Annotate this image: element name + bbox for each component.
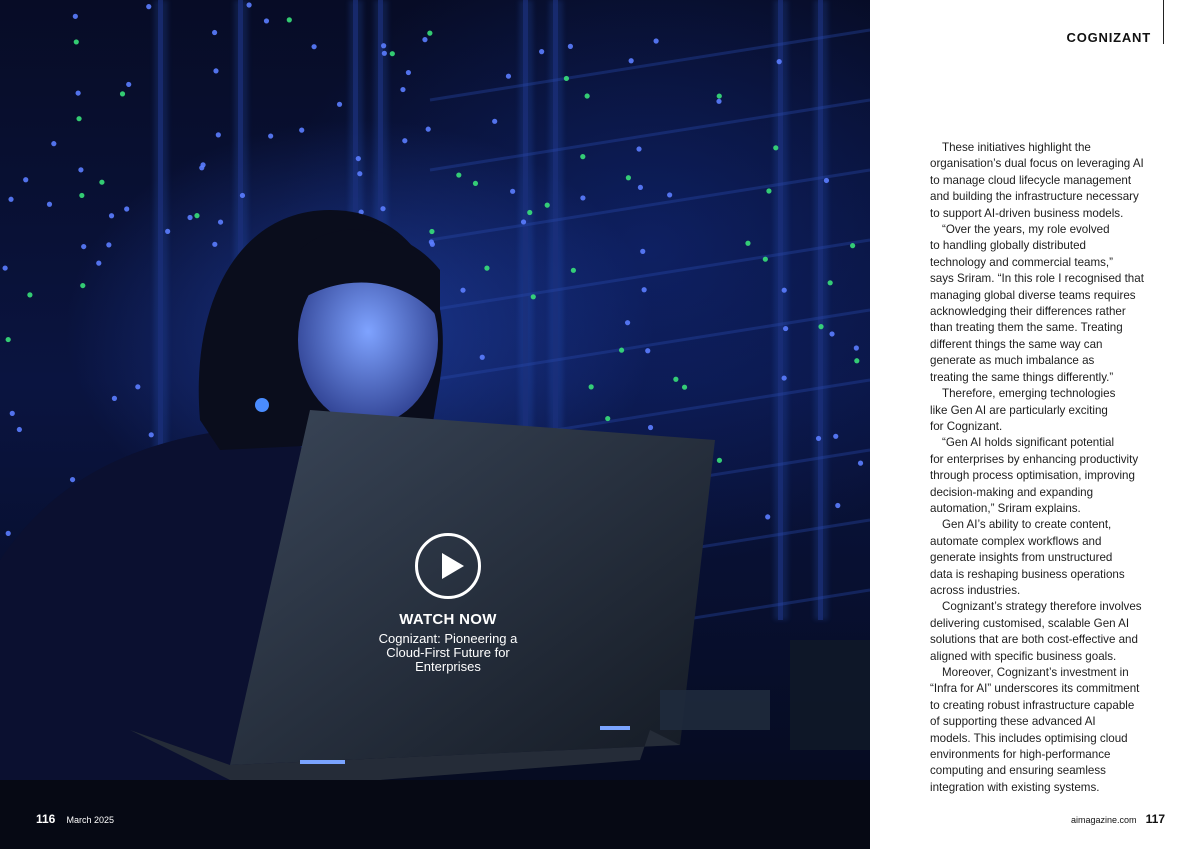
led-green: [854, 358, 859, 363]
led-green: [626, 175, 631, 180]
article-line: to support AI-driven business models.: [930, 206, 1124, 220]
section-brand: COGNIZANT: [1066, 30, 1151, 45]
article-line: for enterprises by enhancing productivity: [930, 452, 1139, 466]
hardware-box: [790, 640, 870, 750]
led-green: [745, 241, 750, 246]
led-blue: [382, 51, 387, 56]
led-green: [120, 91, 125, 96]
led-blue: [199, 165, 204, 170]
page-number-left: 116: [36, 812, 56, 826]
led-blue: [212, 30, 217, 35]
article-line: “Gen AI holds significant potential: [942, 436, 1115, 450]
led-blue: [135, 384, 140, 389]
article-line: like Gen AI are particularly exciting: [930, 403, 1108, 417]
earring: [255, 398, 269, 412]
led-blue: [357, 171, 362, 176]
article-line: technology and commercial teams,”: [930, 255, 1114, 269]
led-blue: [777, 59, 782, 64]
led-blue: [667, 192, 672, 197]
led-blue: [106, 242, 111, 247]
article-line: to handling globally distributed: [930, 239, 1086, 253]
led-blue: [17, 427, 22, 432]
led-green: [27, 292, 32, 297]
led-green: [194, 213, 199, 218]
article-line: aligned with specific business goals.: [930, 649, 1117, 663]
led-blue: [782, 375, 787, 380]
article-line: Therefore, emerging technologies: [942, 387, 1116, 401]
led-blue: [6, 531, 11, 536]
led-blue: [854, 345, 859, 350]
led-blue: [492, 119, 497, 124]
led-blue: [460, 288, 465, 293]
video-overlay[interactable]: [348, 533, 548, 674]
led-blue: [8, 197, 13, 202]
led-blue: [146, 4, 151, 9]
led-blue: [629, 58, 634, 63]
led-blue: [636, 146, 641, 151]
led-green: [545, 203, 550, 208]
led-blue: [654, 38, 659, 43]
led-blue: [70, 477, 75, 482]
article-line: for Cognizant.: [930, 419, 1003, 433]
led-blue: [299, 128, 304, 133]
rack-shelf: [430, 100, 870, 170]
led-green: [390, 51, 395, 56]
article-line: decision-making and expanding: [930, 485, 1094, 499]
article-line: automation,” Sriram explains.: [930, 501, 1081, 515]
led-green: [605, 416, 610, 421]
led-blue: [3, 265, 8, 270]
led-blue: [782, 288, 787, 293]
led-blue: [858, 461, 863, 466]
hardware-box: [660, 690, 770, 730]
article-line: through process optimisation, improving: [930, 469, 1135, 483]
led-blue: [212, 242, 217, 247]
led-blue: [356, 156, 361, 161]
led-blue: [381, 43, 386, 48]
led-blue: [426, 127, 431, 132]
desk: [0, 780, 870, 849]
led-green: [766, 188, 771, 193]
led-blue: [165, 229, 170, 234]
play-icon[interactable]: [415, 533, 481, 599]
led-green: [763, 257, 768, 262]
watch-now-label[interactable]: WATCH NOW: [399, 611, 497, 628]
led-blue: [380, 206, 385, 211]
led-blue: [638, 185, 643, 190]
led-blue: [625, 320, 630, 325]
laptop-light: [300, 760, 345, 764]
article-line: solutions that are both cost-effective and: [930, 633, 1138, 647]
led-green: [76, 116, 81, 121]
article-body: [930, 140, 1170, 796]
article-line: says Sriram. “In this role I recognised that: [930, 272, 1144, 286]
article-line: “Infra for AI” underscores its commitment: [930, 682, 1140, 696]
led-blue: [96, 261, 101, 266]
led-green: [531, 294, 536, 299]
led-blue: [640, 249, 645, 254]
led-blue: [833, 434, 838, 439]
led-green: [850, 243, 855, 248]
led-blue: [76, 90, 81, 95]
led-blue: [23, 177, 28, 182]
led-blue: [73, 14, 78, 19]
article-line: models. This includes optimising cloud: [930, 731, 1128, 745]
page-number-right: 117: [1145, 812, 1165, 826]
led-blue: [648, 425, 653, 430]
rack-post: [778, 0, 783, 620]
article-line: managing global diverse teams requires: [930, 288, 1136, 302]
led-green: [828, 280, 833, 285]
article-line: to manage cloud lifecycle management: [930, 173, 1132, 187]
led-blue: [112, 396, 117, 401]
led-blue: [213, 68, 218, 73]
led-blue: [816, 436, 821, 441]
led-green: [619, 348, 624, 353]
led-green: [74, 39, 79, 44]
led-blue: [268, 133, 273, 138]
led-blue: [783, 326, 788, 331]
led-blue: [51, 141, 56, 146]
issue-date: March 2025: [66, 815, 114, 825]
site-url[interactable]: aimagazine.com: [1071, 815, 1137, 825]
led-green: [682, 385, 687, 390]
led-green: [6, 337, 11, 342]
header-rule: [1163, 0, 1164, 44]
led-blue: [240, 193, 245, 198]
rack-shelf: [430, 310, 870, 380]
led-blue: [402, 138, 407, 143]
led-blue: [824, 178, 829, 183]
article-line: across industries.: [930, 583, 1021, 597]
led-green: [456, 172, 461, 177]
article-line: “Over the years, my role evolved: [942, 223, 1110, 237]
led-green: [717, 458, 722, 463]
led-blue: [506, 74, 511, 79]
led-blue: [645, 348, 650, 353]
article-line: These initiatives highlight the: [942, 141, 1091, 154]
led-blue: [580, 195, 585, 200]
led-blue: [187, 215, 192, 220]
article-line: Gen AI’s ability to create content,: [942, 518, 1112, 532]
article-line: automate complex workflows and: [930, 534, 1102, 548]
rack-shelf: [430, 170, 870, 240]
article-line: acknowledging their differences rather: [930, 305, 1126, 319]
led-blue: [642, 287, 647, 292]
led-blue: [216, 132, 221, 137]
article-line: than treating them the same. Treating: [930, 321, 1123, 335]
led-green: [287, 17, 292, 22]
led-blue: [430, 242, 435, 247]
folio-left: [36, 808, 114, 827]
led-blue: [47, 202, 52, 207]
led-blue: [480, 355, 485, 360]
article-line: generate as much imbalance as: [930, 354, 1095, 368]
led-blue: [10, 411, 15, 416]
led-blue: [765, 514, 770, 519]
led-blue: [716, 99, 721, 104]
led-blue: [124, 206, 129, 211]
article-line: Moreover, Cognizant’s investment in: [942, 666, 1129, 679]
article-line: Cognizant’s strategy therefore involves: [942, 600, 1142, 614]
article-line: computing and ensuring seamless: [930, 764, 1106, 778]
led-green: [99, 180, 104, 185]
folio-right: [1071, 808, 1165, 827]
article-line: to creating robust infrastructure capable: [930, 698, 1135, 712]
led-blue: [218, 219, 223, 224]
article-line: generate insights from unstructured: [930, 551, 1113, 565]
led-blue: [400, 87, 405, 92]
article-line: environments for high-performance: [930, 748, 1111, 762]
led-green: [564, 76, 569, 81]
led-green: [80, 283, 85, 288]
led-blue: [406, 70, 411, 75]
led-blue: [311, 44, 316, 49]
led-blue: [246, 2, 251, 7]
led-blue: [264, 18, 269, 23]
led-green: [589, 384, 594, 389]
rack-shelf: [430, 30, 870, 100]
led-blue: [829, 331, 834, 336]
article-line: integration with existing systems.: [930, 780, 1100, 794]
article-line: and building the infrastructure necessary: [930, 190, 1139, 204]
article-line: organisation’s dual focus on leveraging AI: [930, 157, 1144, 171]
article-line: data is reshaping business operations: [930, 567, 1125, 581]
led-green: [585, 93, 590, 98]
article-line: treating the same things differently.”: [930, 370, 1114, 384]
led-blue: [126, 82, 131, 87]
led-green: [79, 193, 84, 198]
led-green: [673, 377, 678, 382]
led-green: [484, 266, 489, 271]
led-green: [580, 154, 585, 159]
led-green: [427, 31, 432, 36]
led-blue: [568, 44, 573, 49]
video-title[interactable]: Cognizant: Pioneering a Cloud-First Future for Enterprises: [378, 631, 518, 674]
led-blue: [539, 49, 544, 54]
led-green: [429, 229, 434, 234]
led-green: [527, 210, 532, 215]
led-green: [773, 145, 778, 150]
led-blue: [149, 432, 154, 437]
led-green: [473, 181, 478, 186]
article-line: delivering customised, scalable Gen AI: [930, 616, 1130, 630]
led-blue: [337, 102, 342, 107]
led-blue: [109, 213, 114, 218]
article-line: of supporting these advanced AI: [930, 715, 1096, 729]
article-line: different things the same way can: [930, 337, 1103, 351]
led-blue: [521, 219, 526, 224]
laptop-light: [600, 726, 630, 730]
led-blue: [78, 167, 83, 172]
led-green: [571, 268, 576, 273]
rack-shelf: [430, 240, 870, 310]
led-blue: [81, 244, 86, 249]
led-green: [717, 93, 722, 98]
led-blue: [510, 189, 515, 194]
led-blue: [835, 503, 840, 508]
led-blue: [422, 37, 427, 42]
led-green: [818, 324, 823, 329]
